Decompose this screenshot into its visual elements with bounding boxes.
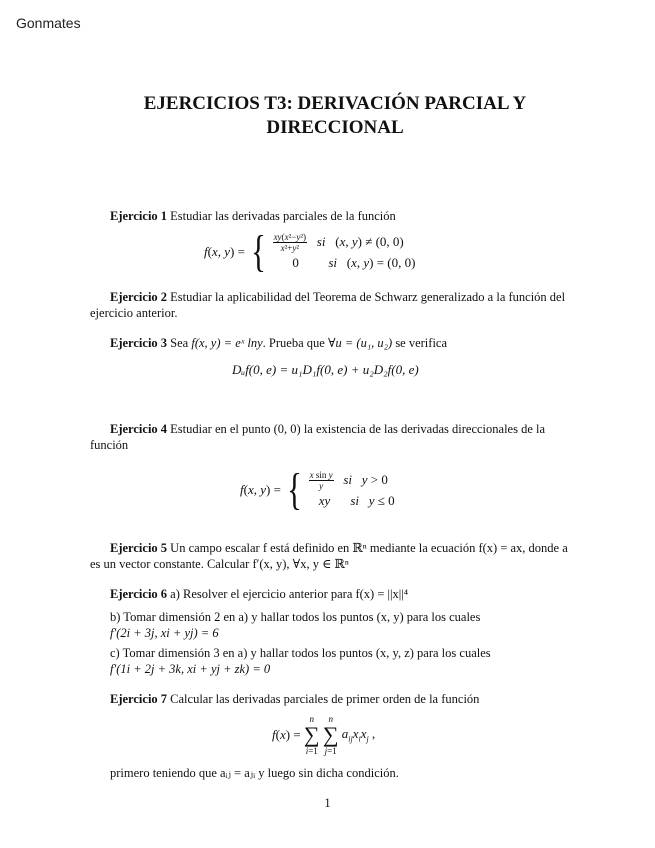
- equation-ex7: f(x) = n ∑ i=1 n ∑ j=1 $a_{ij}x_ix_j$ ,: [272, 714, 376, 756]
- exercise-7-condition: primero teniendo que aᵢⱼ = aⱼᵢ y luego sin dicha condición.: [110, 766, 399, 780]
- exercise-label: Ejercicio 1: [110, 209, 168, 223]
- exercise-text: Estudiar las derivadas parciales de la función: [170, 209, 396, 223]
- document-title: EJERCICIOS T3: DERIVACIÓN PARCIAL Y DIRECCIONAL: [143, 93, 527, 138]
- exercise-text: c) Tomar dimensión 3 en a) y hallar todos los puntos (x, y, z) para los cuales: [110, 646, 491, 660]
- exercise-text: se verifica: [395, 336, 448, 350]
- equation-ex3: [232, 362, 419, 378]
- math-inline: f(x, y) = eˣ lny: [191, 336, 263, 350]
- exercise-text: a) Resolver el ejercicio anterior para f(x) = ||x||⁴: [170, 587, 409, 601]
- exercise-label: Ejercicio 2: [110, 290, 168, 304]
- exercise-label: Ejercicio 4: [110, 422, 168, 436]
- exercise-text: b) Tomar dimensión 2 en a) y hallar todos los puntos (x, y) para los cuales: [110, 610, 481, 624]
- exercise-text: Sea: [170, 336, 189, 350]
- math-display: Dᵤf(0, e) = u₁D₁f(0, e) + u₂D₂f(0, e): [232, 362, 419, 377]
- exercise-4: [90, 421, 580, 453]
- exercise-5: [90, 540, 580, 572]
- exercise-label: Ejercicio 3: [110, 336, 168, 350]
- math-inline: f′(2i + 3j, xi + yj) = 6: [110, 626, 219, 640]
- exercise-text: Un campo escalar f está definido en ℝⁿ mediante la ecuación f(x) = ax, donde a es un vector constante. Calcular f′(x, y), ∀x, y ∈ ℝⁿ: [90, 541, 568, 571]
- equation-ex1: f(x, y) = { $\frac{\text{xy(x²−y²)}}{\text{x²+y²}}$ si (x, y) ≠ (0, 0) 0 si (x, y) = (0, 0): [204, 227, 416, 276]
- exercise-text: Estudiar la aplicabilidad del Teorema de Schwarz generalizado a la función del ejercicio anterior.: [90, 290, 566, 320]
- math-inline: ∀u = (u₁, u₂): [327, 336, 393, 350]
- page-number: 1: [324, 796, 331, 810]
- exercise-7: [90, 691, 580, 707]
- exercise-6: [90, 586, 580, 602]
- exercise-2: [90, 289, 580, 321]
- brand-label: Gonmates: [16, 15, 81, 31]
- math-inline: f′(1i + 2j + 3k, xi + yj + zk) = 0: [110, 662, 271, 676]
- exercise-label: Ejercicio 7: [110, 692, 168, 706]
- exercise-text: . Prueba que: [262, 336, 325, 350]
- exercise-label: Ejercicio 5: [110, 541, 168, 555]
- exercise-text: Estudiar en el punto (0, 0) la existencia de las derivadas direccionales de la función: [90, 422, 546, 452]
- exercise-6c: [110, 645, 580, 677]
- exercise-3: [90, 335, 580, 351]
- exercise-label: Ejercicio 6: [110, 587, 168, 601]
- equation-ex4: f(x, y) = { $\frac{\text{x sin y}}{y}$ si y > 0 xy si y ≤ 0: [240, 465, 395, 514]
- exercise-text: Calcular las derivadas parciales de primer orden de la función: [170, 692, 480, 706]
- exercise-6b: [110, 609, 580, 641]
- exercise-1: [90, 208, 580, 224]
